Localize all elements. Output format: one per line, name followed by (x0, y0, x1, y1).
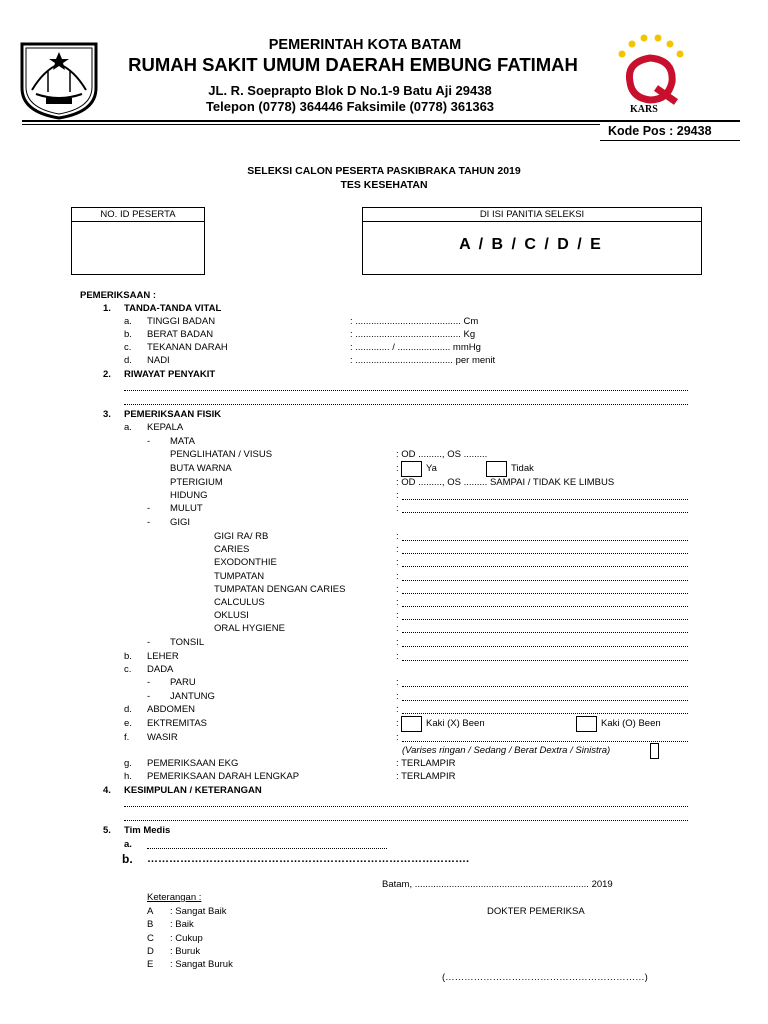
header-rule-thick (22, 120, 740, 122)
colon: : (396, 503, 399, 514)
colon: : (396, 651, 399, 662)
colon: : (396, 732, 399, 743)
id-peserta-field[interactable] (71, 221, 205, 275)
buta-warna-label: BUTA WARNA (170, 463, 232, 474)
paru-label: PARU (170, 677, 196, 688)
hidung-field[interactable] (402, 499, 688, 500)
riwayat-line-2[interactable] (124, 404, 688, 405)
ekg-label: PEMERIKSAAN EKG (147, 758, 239, 769)
ekstremitas-label: EKTREMITAS (147, 718, 207, 729)
buta-warna-ya-checkbox[interactable] (401, 461, 422, 477)
kaki-x-label: Kaki (X) Been (426, 718, 485, 729)
sub-letter: e. (124, 718, 132, 729)
sub-letter: d. (124, 704, 132, 715)
colon: : (396, 463, 399, 474)
tim-medis-b-field[interactable]: ……………………………………………………………………………. (147, 853, 470, 865)
section-5-title: Tim Medis (124, 825, 171, 836)
panitia-header: DI ISI PANITIA SELEKSI (362, 207, 702, 222)
dash: - (147, 503, 151, 514)
kode-pos-underline (600, 140, 740, 141)
gigi-item-label: TUMPATAN (214, 571, 265, 582)
dash: - (147, 517, 151, 528)
form-title: SELEKSI CALON PESERTA PASKIBRAKA TAHUN 2019 (247, 165, 521, 177)
colon: : (396, 557, 399, 568)
vital-letter: c. (124, 342, 132, 353)
form-subtitle: TES KESEHATAN (340, 179, 428, 191)
berat-badan-field[interactable]: : ........................................ Kg (350, 329, 476, 340)
exodonthie-field[interactable] (402, 566, 688, 567)
vital-letter: d. (124, 355, 132, 366)
legend-value: : Buruk (170, 946, 201, 957)
sub-letter: h. (124, 771, 132, 782)
visus-field[interactable]: : OD ........., OS ......... (396, 449, 488, 460)
section-2-number: 2. (103, 369, 111, 380)
colon: : (396, 677, 399, 688)
kesimpulan-line-2[interactable] (124, 820, 688, 821)
tim-medis-b-letter: b. (122, 852, 133, 866)
colon: : (396, 610, 399, 621)
section-3-number: 3. (103, 409, 111, 420)
gigi-item-label: EXODONTHIE (214, 557, 277, 568)
nadi-field[interactable]: : ..................................... per menit (350, 355, 496, 366)
vital-label: TEKANAN DARAH (147, 342, 228, 353)
section-1-title: TANDA-TANDA VITAL (124, 303, 222, 314)
colon: : (396, 718, 399, 729)
kaki-o-label: Kaki (O) Been (601, 718, 661, 729)
leher-label: LEHER (147, 651, 179, 662)
paru-field[interactable] (402, 686, 688, 687)
header-rule-thin (22, 124, 600, 125)
dokter-pemeriksa-label: DOKTER PEMERIKSA (487, 906, 585, 917)
id-peserta-header: NO. ID PESERTA (71, 207, 205, 222)
section-4-title: KESIMPULAN / KETERANGAN (124, 785, 262, 796)
batam-date-field[interactable]: Batam, .................................................................. 2019 (382, 879, 613, 890)
grade-options: A / B / C / D / E (459, 236, 603, 253)
kaki-o-checkbox[interactable] (576, 716, 597, 732)
legend-value: : Sangat Buruk (170, 959, 233, 970)
colon: : (396, 490, 399, 501)
ekg-value: : TERLAMPIR (396, 758, 456, 769)
sub-letter: a. (124, 422, 132, 433)
pterigium-label: PTERIGIUM (170, 477, 223, 488)
dash: - (147, 436, 151, 447)
darah-label: PEMERIKSAAN DARAH LENGKAP (147, 771, 300, 782)
colon: : (396, 531, 399, 542)
colon: : (396, 704, 399, 715)
tim-medis-a-letter: a. (124, 839, 132, 850)
jantung-label: JANTUNG (170, 691, 215, 702)
calculus-field[interactable] (402, 606, 688, 607)
gigi-item-label: CALCULUS (214, 597, 265, 608)
caries-field[interactable] (402, 553, 688, 554)
tumpatan-field[interactable] (402, 580, 688, 581)
wasir-note: (Varises ringan / Sedang / Berat Dextra / Sinistra) (402, 745, 611, 756)
gigi-item-label: ORAL HYGIENE (214, 623, 285, 634)
tim-medis-a-field[interactable] (147, 848, 387, 849)
wasir-label: WASIR (147, 732, 178, 743)
buta-warna-tidak-checkbox[interactable] (486, 461, 507, 477)
section-3-title: PEMERIKSAAN FISIK (124, 409, 222, 420)
dada-label: DADA (147, 664, 174, 675)
dash: - (147, 677, 151, 688)
section-1-number: 1. (103, 303, 111, 314)
vital-label: NADI (147, 355, 170, 366)
vital-letter: a. (124, 316, 132, 327)
gigi-item-label: OKLUSI (214, 610, 249, 621)
colon: : (396, 584, 399, 595)
riwayat-line-1[interactable] (124, 390, 688, 391)
hidung-label: HIDUNG (170, 490, 208, 501)
legend-key: A (147, 906, 154, 917)
legend-key: D (147, 946, 154, 957)
signature-field[interactable]: (………………………………………………………) (442, 972, 648, 983)
colon: : (396, 691, 399, 702)
legend-key: E (147, 959, 154, 970)
gigi-item-label: CARIES (214, 544, 250, 555)
colon: : (396, 623, 399, 634)
section-2-title: RIWAYAT PENYAKIT (124, 369, 216, 380)
colon: : (396, 544, 399, 555)
wasir-checkbox[interactable] (650, 743, 659, 759)
sub-letter: b. (124, 651, 132, 662)
dash: - (147, 691, 151, 702)
oklusi-field[interactable] (402, 619, 688, 620)
section-4-number: 4. (103, 785, 111, 796)
leher-field[interactable] (402, 660, 688, 661)
keterangan-title: Keterangan : (147, 892, 202, 903)
header-government: PEMERINTAH KOTA BATAM (268, 37, 462, 53)
kepala-label: KEPALA (147, 422, 184, 433)
pemeriksaan-label: PEMERIKSAAN : (80, 290, 157, 301)
gigi-item-label: GIGI RA/ RB (214, 531, 269, 542)
vital-label: TINGGI BADAN (147, 316, 216, 327)
legend-value: : Cukup (170, 933, 203, 944)
legend-key: C (147, 933, 154, 944)
colon: : (396, 637, 399, 648)
tidak-label: Tidak (511, 463, 534, 474)
gigi-label: GIGI (170, 517, 191, 528)
legend-value: : Baik (170, 919, 194, 930)
header-phone: Telepon (0778) 364446 Faksimile (0778) 361363 (205, 99, 495, 114)
colon: : (396, 571, 399, 582)
pterigium-field[interactable]: : OD ........., OS ......... SAMPAI / TIDAK KE LIMBUS (396, 477, 615, 488)
tonsil-label: TONSIL (170, 637, 205, 648)
legend-value: : Sangat Baik (170, 906, 227, 917)
sub-letter: g. (124, 758, 132, 769)
dash: - (147, 637, 151, 648)
header-address: JL. R. Soeprapto Blok D No.1-9 Batu Aji 29438 (208, 83, 492, 98)
tinggi-badan-field[interactable]: : ........................................ Cm (350, 316, 479, 327)
gigi-item-label: TUMPATAN DENGAN CARIES (214, 584, 346, 595)
abdomen-label: ABDOMEN (147, 704, 196, 715)
colon: : (396, 597, 399, 608)
jantung-field[interactable] (402, 700, 688, 701)
visus-label: PENGLIHATAN / VISUS (170, 449, 273, 460)
batam-city-emblem (18, 40, 100, 120)
wasir-field[interactable] (402, 741, 688, 742)
kars-logo-text: KARS (630, 104, 658, 115)
darah-value: : TERLAMPIR (396, 771, 456, 782)
sub-letter: f. (124, 732, 130, 743)
vital-label: BERAT BADAN (147, 329, 214, 340)
kode-pos: Kode Pos : 29438 (608, 124, 712, 138)
legend-key: B (147, 919, 154, 930)
gigi-ra-rb-field[interactable] (402, 540, 688, 541)
abdomen-field[interactable] (402, 713, 688, 714)
ya-label: Ya (426, 463, 437, 474)
mulut-label: MULUT (170, 503, 203, 514)
tumpatan-caries-field[interactable] (402, 593, 688, 594)
tekanan-darah-field[interactable]: : ............. / .................... mmHg (350, 342, 481, 353)
kaki-x-checkbox[interactable] (401, 716, 422, 732)
oral-hygiene-field[interactable] (402, 632, 688, 633)
mulut-field[interactable] (402, 512, 688, 513)
section-5-number: 5. (103, 825, 111, 836)
mata-label: MATA (170, 436, 195, 447)
header-hospital-name: RUMAH SAKIT UMUM DAERAH EMBUNG FATIMAH (128, 54, 578, 75)
sub-letter: c. (124, 664, 132, 675)
vital-letter: b. (124, 329, 132, 340)
kesimpulan-line-1[interactable] (124, 806, 688, 807)
tonsil-field[interactable] (402, 646, 688, 647)
